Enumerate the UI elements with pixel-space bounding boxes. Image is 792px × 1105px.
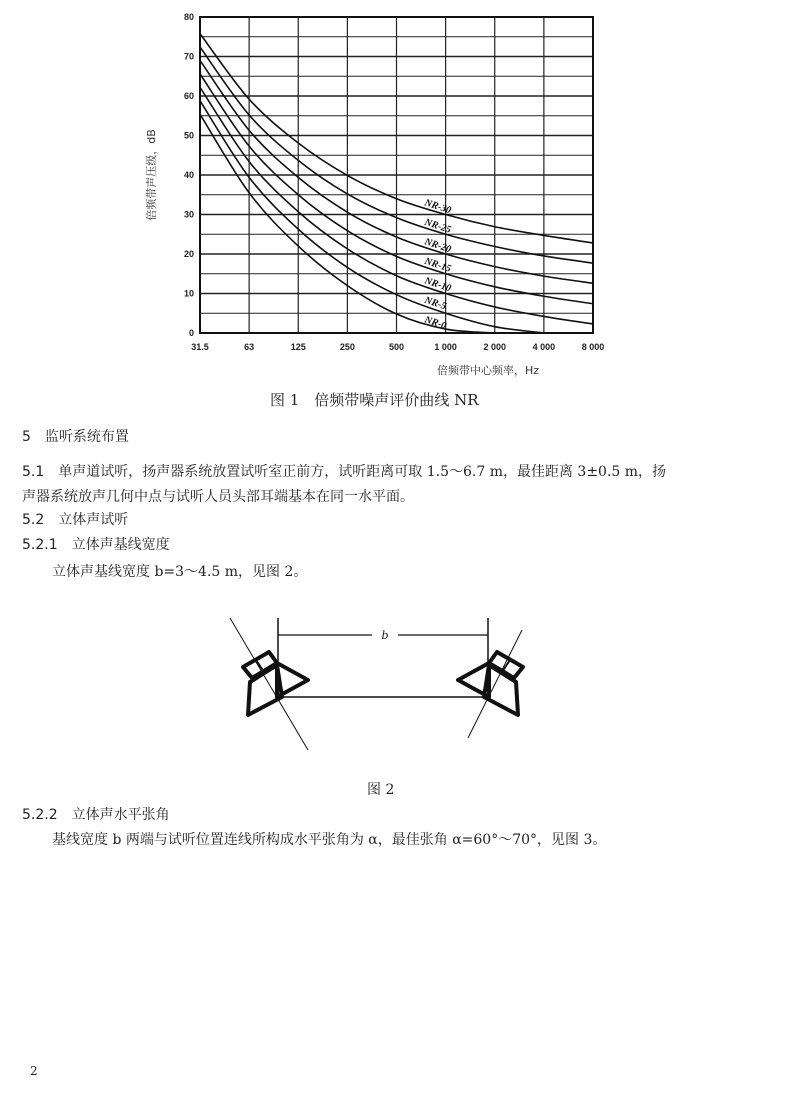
figure1-caption: 图 1 倍频带噪声评价曲线 NR xyxy=(270,391,479,409)
x-tick-label: 4 000 xyxy=(532,342,556,352)
x-tick-label: 31.5 xyxy=(191,342,209,352)
y-tick-label: 10 xyxy=(183,288,194,299)
right-axis-line xyxy=(468,630,522,738)
right-speaker-icon xyxy=(458,652,523,715)
y-tick-label: 60 xyxy=(183,91,194,101)
x-tick-label: 2 000 xyxy=(483,342,507,352)
curve-label: NR-20 xyxy=(423,236,453,256)
y-tick-label: 0 xyxy=(188,328,194,338)
nr-curves-chart xyxy=(0,0,792,400)
section-5-2: 5.2 立体声试听 xyxy=(22,512,129,528)
curve-label: NR-10 xyxy=(423,275,453,295)
baseline-width-label: b xyxy=(381,629,389,642)
y-tick-label: 20 xyxy=(183,249,194,259)
section-5-heading: 5 监听系统布置 xyxy=(22,429,129,445)
left-speaker-icon xyxy=(243,652,308,715)
chart-curve-labels xyxy=(422,197,452,332)
x-tick-label: 1 000 xyxy=(434,342,457,352)
section-5-2-1-body: 立体声基线宽度 b=3～4.5 m，见图 2。 xyxy=(52,564,308,580)
x-tick-label: 500 xyxy=(388,342,405,352)
y-tick-label: 80 xyxy=(183,12,194,22)
y-tick-label: 50 xyxy=(183,130,194,141)
figure2-caption: 图 2 xyxy=(367,782,395,798)
curve-label: NR-0 xyxy=(423,314,448,332)
y-tick-label: 70 xyxy=(183,51,194,62)
x-tick-label: 250 xyxy=(339,342,355,352)
section-5-2-2-body: 基线宽度 b 两端与试听位置连线所构成水平张角为 α，最佳张角 α=60°～70°，见图 3。 xyxy=(52,832,607,848)
x-axis-title: 倍频带中心频率，Hz xyxy=(436,364,540,377)
chart-tick-labels xyxy=(184,12,604,352)
section-5-1: 5.1 单声道试听，扬声器系统放置试听室正前方，试听距离可取 1.5～6.7 m，最佳距离 3±0.5 m，扬 xyxy=(22,464,667,480)
left-axis-line xyxy=(230,618,308,750)
y-axis-title: 倍频带声压级，dB xyxy=(145,129,158,221)
section-5-2-1: 5.2.1 立体声基线宽度 xyxy=(22,537,170,553)
x-tick-label: 63 xyxy=(244,342,255,352)
y-tick-label: 40 xyxy=(183,170,194,180)
section-5-1-cont: 声器系统放声几何中点与试听人员头部耳端基本在同一水平面。 xyxy=(22,489,414,505)
section-5-2-2: 5.2.2 立体声水平张角 xyxy=(22,807,170,823)
curve-label: NR-5 xyxy=(423,294,448,313)
curve-label: NR-30 xyxy=(423,197,453,217)
curve-label: NR-25 xyxy=(423,216,453,236)
y-tick-label: 30 xyxy=(183,209,194,220)
page-number: 2 xyxy=(30,1064,38,1078)
curve-label: NR-15 xyxy=(423,255,453,275)
x-tick-label: 8 000 xyxy=(581,342,605,352)
chart-grid xyxy=(200,17,593,333)
x-tick-label: 125 xyxy=(290,342,306,352)
